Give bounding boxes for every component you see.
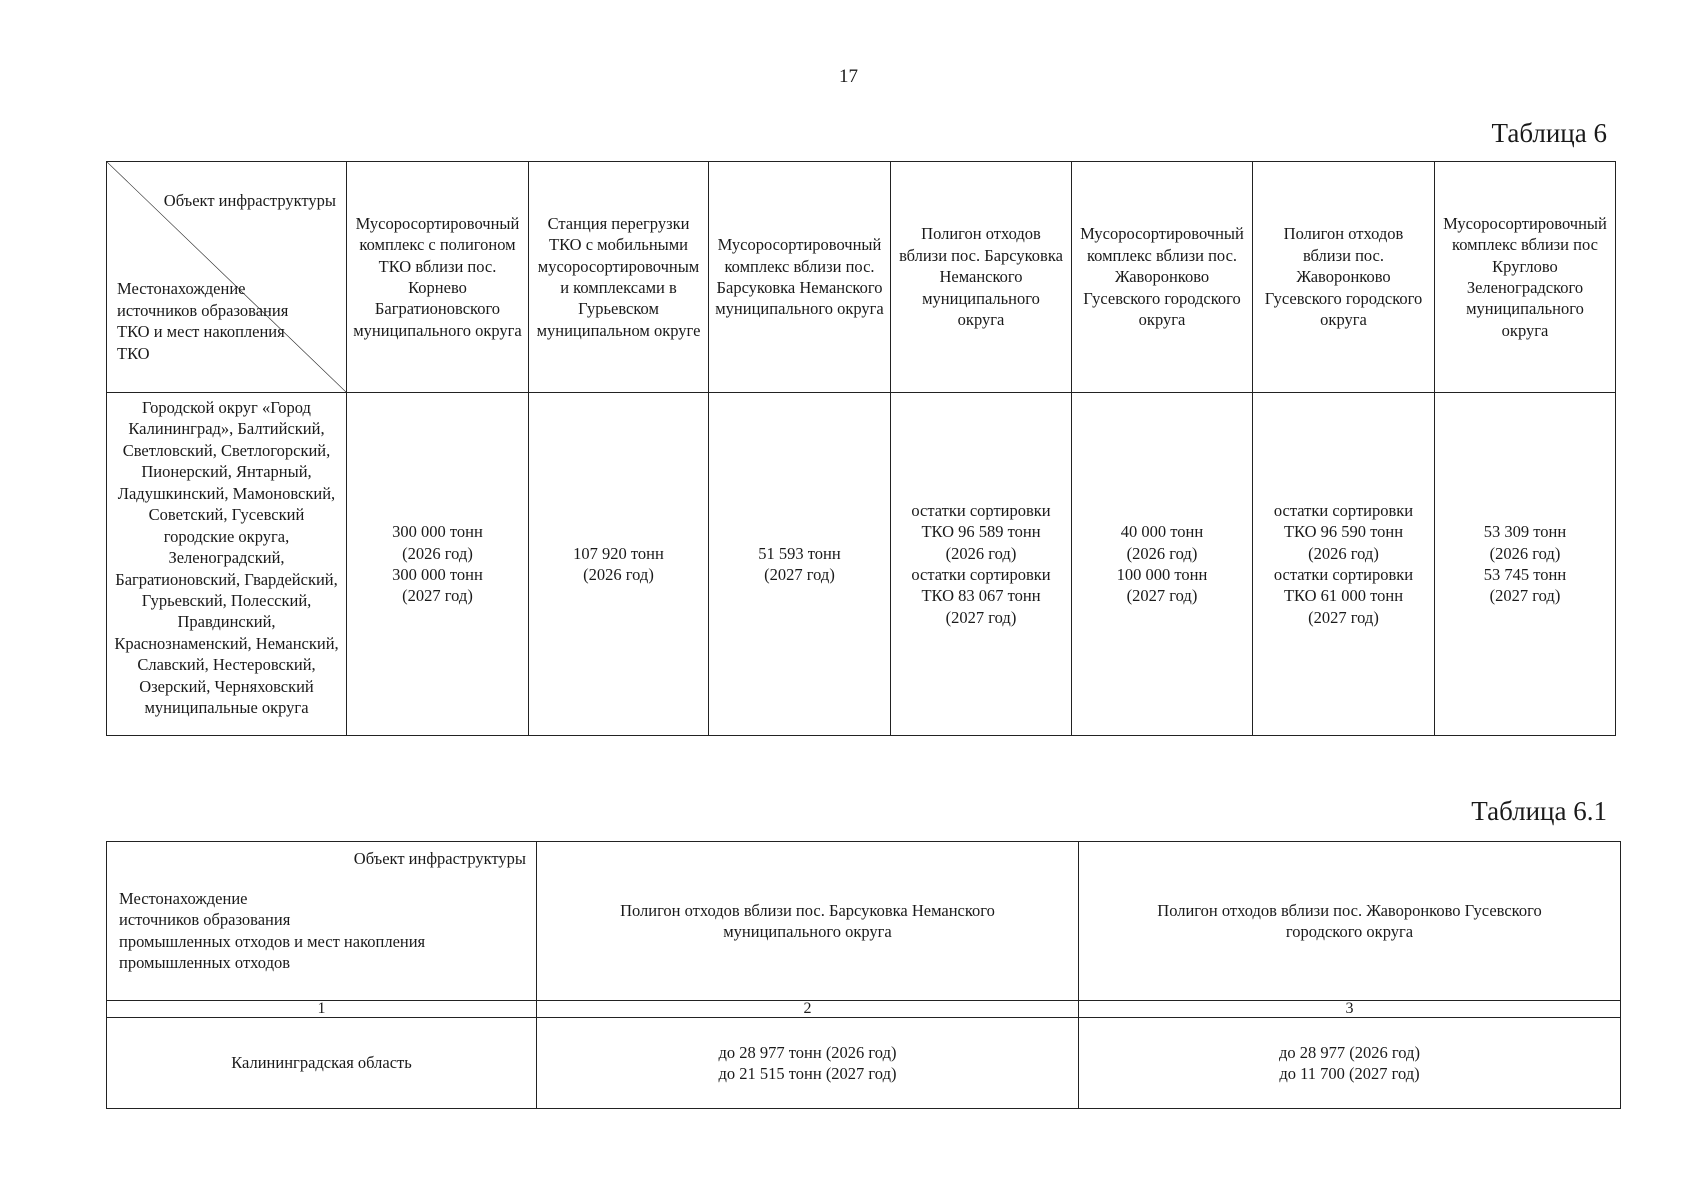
corner-line: промышленных отходов — [119, 953, 291, 973]
table-6-col-header: Станция перегрузки ТКО с мобильными мусоросортировочными комплексами в Гурьевском муниципальном округе — [529, 162, 709, 393]
value-line: 100 000 тонн — [1116, 565, 1208, 584]
value-line: ТКО 96 590 тонн — [1283, 522, 1404, 542]
table-6-col-header: Полигон отходов вблизи пос. Барсуковка Неманского муниципального округа — [891, 162, 1072, 393]
table-6-1-region-cell: Калининградская область — [107, 1018, 537, 1109]
page-number: 17 — [839, 66, 858, 87]
value-line: 107 920 тонн — [573, 543, 664, 563]
value-line: (2027 год) — [1308, 607, 1379, 627]
table-6-corner-cell — [107, 162, 347, 393]
column-number: 2 — [537, 1001, 1079, 1018]
table-6-value-cell — [1435, 393, 1616, 736]
column-number: 3 — [1079, 1001, 1621, 1018]
table-6 — [106, 161, 1616, 736]
table-6-1-header-row — [107, 842, 1621, 1001]
value-line: (2026 год) — [945, 543, 1017, 563]
value-line: ТКО 96 589 тонн — [921, 522, 1041, 542]
table-6-corner-bottom-label: Местонахождение источников образования ТКО и мест накопления ТКО — [117, 279, 289, 363]
table-6-col-header: Мусоросортировочный комплекс вблизи пос. Барсуковка Неманского муниципального округа — [709, 162, 891, 393]
table-row — [107, 393, 1616, 736]
value-line: ТКО 83 067 тонн — [921, 586, 1041, 606]
table-6-value-cell — [347, 393, 529, 736]
value-line: ТКО 61 000 тонн — [1283, 586, 1404, 606]
corner-line: Местонахождение — [119, 889, 248, 908]
value-line: (2027 год) — [764, 565, 835, 584]
table-6-1-number-row — [107, 1001, 1621, 1018]
corner-line: источников образования — [119, 910, 291, 930]
table-6-col-header: Мусоросортировочный комплекс с полигоном ТКО вблизи пос. Корнево Багратионовского муниципального округа — [347, 162, 529, 393]
value-line: до 28 977 тонн (2026 год) — [718, 1042, 897, 1062]
table-6-1-corner-bottom-label — [119, 888, 425, 974]
table-6-region-cell: Городской округ «Город Калининград», Балтийский, Светловский, Светлогорский, Пионерский, Янтарный, Ладушкинский, Мамоновский, Советский, Гусевский городские округа, Зеленоградский, Багратионовский, Гвардейский, Гурьевский, Полесский, Правдинский, Краснознаменский, Неманский, Славский, Нестеровский, Озерский, Черняховский муниципальные округа — [107, 393, 347, 736]
value-line: (2027 год) — [1489, 586, 1561, 606]
table-6-1 — [106, 841, 1621, 1109]
table-6-1-caption: Таблица 6.1 — [1471, 796, 1607, 826]
value-line: до 28 977 (2026 год) — [1279, 1042, 1420, 1062]
value-line: остатки сортировки — [1273, 500, 1414, 520]
value-line: до 11 700 (2027 год) — [1279, 1064, 1420, 1083]
corner-line: промышленных отходов и мест накопления — [119, 931, 426, 951]
table-6-1-corner-top-label: Объект инфраструктуры — [353, 849, 526, 868]
table-6-col-header: Мусоросортировочный комплекс вблизи пос. Жаворонково Гусевского городского округа — [1072, 162, 1253, 393]
value-line: 40 000 тонн — [1120, 522, 1204, 542]
table-6-col-header: Мусоросортировочный комплекс вблизи пос Круглово Зеленоградского муниципального округа — [1435, 162, 1616, 393]
value-line: 300 000 тонн — [392, 522, 483, 542]
value-line: (2027 год) — [402, 586, 473, 606]
table-6-header-row — [107, 162, 1616, 393]
table-6-1-col-header: Полигон отходов вблизи пос. Жаворонково Гусевского городского округа — [1079, 842, 1621, 1001]
table-6-value-cell — [1072, 393, 1253, 736]
value-line: (2026 год) — [1489, 543, 1561, 563]
table-6-value-cell — [529, 393, 709, 736]
table-6-1-value-cell — [1079, 1018, 1621, 1109]
value-line: 53 309 тонн — [1483, 522, 1567, 542]
value-line: (2027 год) — [945, 607, 1017, 627]
value-line: 51 593 тонн — [758, 543, 841, 563]
table-row — [107, 1018, 1621, 1109]
table-6-1-corner-cell — [107, 842, 537, 1001]
value-line: (2026 год) — [583, 565, 654, 584]
table-6-value-cell — [891, 393, 1072, 736]
value-line: (2026 год) — [402, 543, 473, 563]
value-line: (2026 год) — [1126, 543, 1198, 563]
value-line: (2027 год) — [1126, 586, 1198, 606]
value-line: 53 745 тонн — [1483, 565, 1567, 584]
table-6-1-value-cell — [537, 1018, 1079, 1109]
value-line: остатки сортировки — [911, 565, 1051, 584]
value-line: остатки сортировки — [1273, 565, 1414, 584]
value-line: остатки сортировки — [911, 500, 1051, 520]
value-line: (2026 год) — [1308, 543, 1379, 563]
table-6-col-header: Полигон отходов вблизи пос. Жаворонково Гусевского городского округа — [1253, 162, 1435, 393]
table-6-value-cell — [709, 393, 891, 736]
table-6-corner-top-label: Объект инфраструктуры — [163, 191, 336, 210]
value-line: до 21 515 тонн (2027 год) — [718, 1064, 897, 1083]
table-6-caption: Таблица 6 — [1491, 118, 1607, 148]
column-number: 1 — [107, 1001, 537, 1018]
table-6-1-col-header: Полигон отходов вблизи пос. Барсуковка Неманского муниципального округа — [537, 842, 1079, 1001]
table-6-value-cell — [1253, 393, 1435, 736]
value-line: 300 000 тонн — [392, 565, 483, 584]
